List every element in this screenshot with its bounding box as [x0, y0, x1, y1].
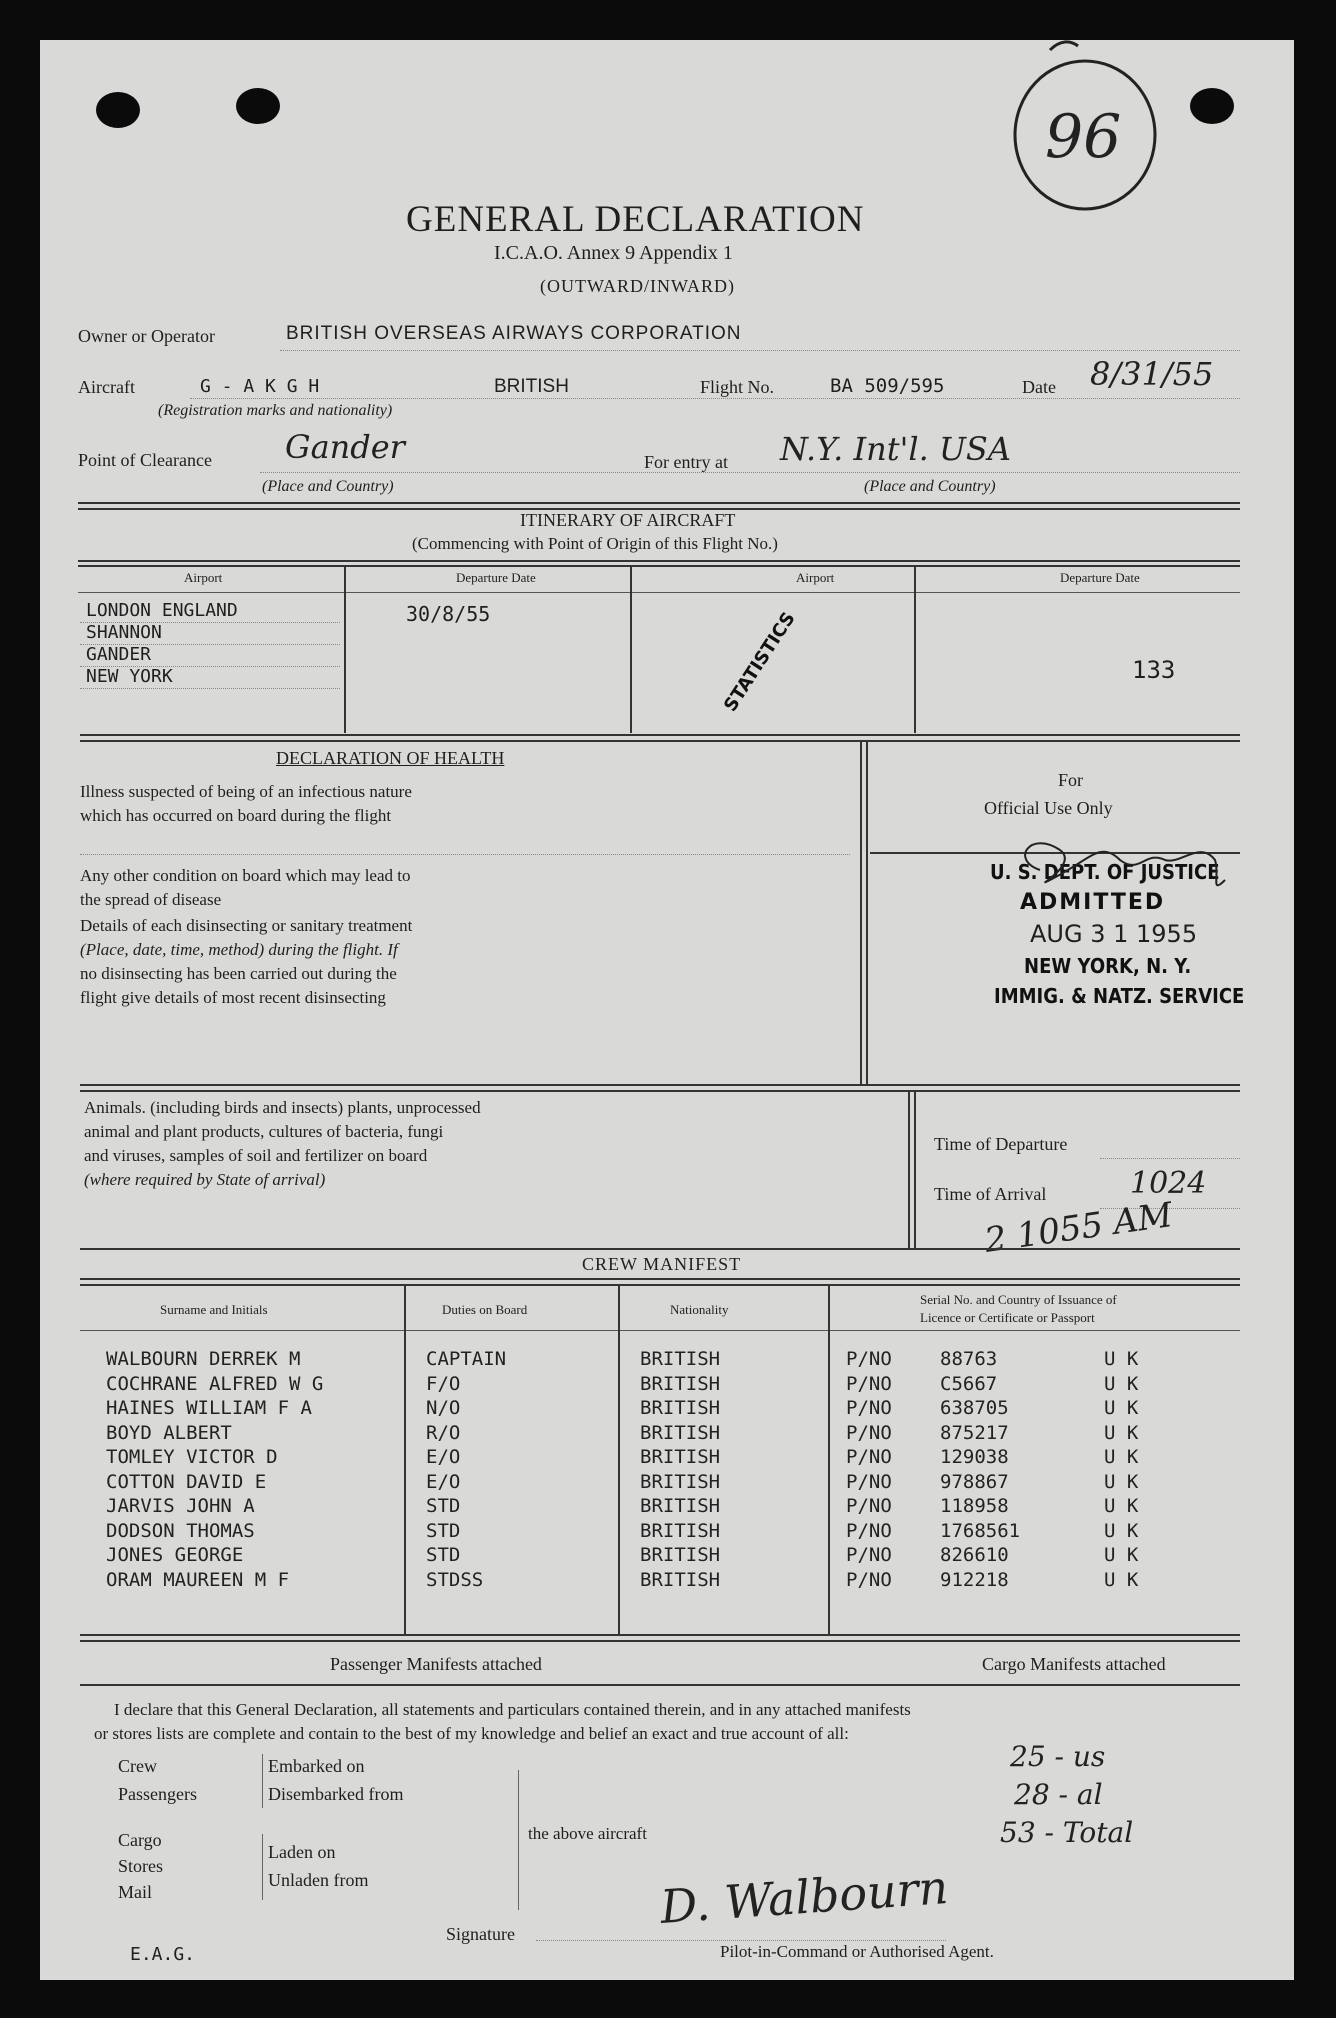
- crew-passport-prefix: P/NO: [846, 1544, 892, 1566]
- crew-country: U K: [1104, 1495, 1139, 1517]
- declaration-unladen: Unladen from: [268, 1870, 369, 1890]
- crew-header-serial-1: Serial No. and Country of Issuance of: [920, 1292, 1117, 1307]
- crew-passport-prefix: P/NO: [846, 1348, 892, 1370]
- table-row: [40, 1373, 1294, 1398]
- crew-header-name: Surname and Initials: [160, 1302, 268, 1317]
- stamp-admitted: ADMITTED: [1020, 890, 1166, 915]
- itinerary-title: ITINERARY OF AIRCRAFT: [520, 510, 736, 530]
- itinerary-airport-3: GANDER: [86, 644, 152, 665]
- official-use-label: Official Use Only: [984, 798, 1113, 818]
- passenger-manifests-label: Passenger Manifests attached: [330, 1654, 542, 1674]
- aircraft-nationality: BRITISH: [494, 376, 569, 397]
- signature-label: Signature: [446, 1924, 515, 1944]
- page-title: GENERAL DECLARATION: [406, 199, 865, 240]
- declaration-passengers: Passengers: [118, 1784, 197, 1804]
- crew-passport-number: 875217: [940, 1421, 1009, 1444]
- pilot-label: Pilot-in-Command or Authorised Agent.: [720, 1942, 994, 1961]
- crew-duty: STD: [426, 1495, 461, 1517]
- crew-name: WALBOURN DERREK M: [106, 1348, 301, 1370]
- statistics-stamp: STATISTICS: [720, 608, 800, 716]
- direction-label: (OUTWARD/INWARD): [540, 276, 735, 296]
- itinerary-header-airport-2: Airport: [796, 570, 835, 585]
- health-title: DECLARATION OF HEALTH: [276, 748, 505, 768]
- crew-passport-prefix: P/NO: [846, 1568, 892, 1591]
- crew-duty: F/O: [426, 1372, 461, 1395]
- itinerary-right-number: 133: [1132, 656, 1176, 684]
- crew-duty: E/O: [426, 1470, 461, 1493]
- crew-name: JARVIS JOHN A: [106, 1495, 255, 1517]
- table-row: [40, 1569, 1294, 1594]
- page-number: 96: [1045, 102, 1122, 172]
- crew-nationality: BRITISH: [640, 1372, 721, 1395]
- crew-passport-number: 638705: [940, 1397, 1009, 1419]
- crew-name: ORAM MAUREEN M F: [106, 1568, 290, 1591]
- crew-passport-prefix: P/NO: [846, 1495, 892, 1517]
- itinerary-header-departure-1: Departure Date: [456, 570, 536, 585]
- crew-name: HAINES WILLIAM F A: [106, 1397, 312, 1419]
- initials: E.A.G.: [130, 1944, 196, 1965]
- time-departure-label: Time of Departure: [934, 1134, 1068, 1154]
- declaration-hw-passenger-count: 28 - al: [1014, 1778, 1103, 1811]
- crew-duty: N/O: [426, 1397, 461, 1419]
- itinerary-header-airport-1: Airport: [184, 570, 223, 585]
- entry-caption: (Place and Country): [864, 478, 996, 495]
- health-q3-line2: (Place, date, time, method) during the flight. If: [80, 940, 398, 959]
- table-row: [40, 1422, 1294, 1447]
- health-q2-line1: Any other condition on board which may lead to: [80, 866, 411, 885]
- table-row: [40, 1446, 1294, 1471]
- stamp-service: IMMIG. & NATZ. SERVICE: [994, 984, 1245, 1008]
- flight-label: Flight No.: [700, 377, 775, 397]
- crew-duty: E/O: [426, 1446, 461, 1468]
- crew-duty: R/O: [426, 1421, 461, 1444]
- table-row: [40, 1348, 1294, 1373]
- entry-value: N.Y. Int'l. USA: [780, 430, 1011, 468]
- time-arrival-label: Time of Arrival: [934, 1184, 1047, 1204]
- table-row: [40, 1544, 1294, 1569]
- crew-nationality: BRITISH: [640, 1568, 721, 1591]
- punch-hole-center-left: [236, 88, 280, 124]
- declaration-disembarked: Disembarked from: [268, 1784, 404, 1804]
- crew-header-serial-2: Licence or Certificate or Passport: [920, 1310, 1095, 1325]
- clearance-label: Point of Clearance: [78, 450, 212, 470]
- crew-name: TOMLEY VICTOR D: [106, 1446, 278, 1468]
- crew-nationality: BRITISH: [640, 1519, 721, 1542]
- crew-country: U K: [1104, 1446, 1139, 1468]
- declaration-line1: I declare that this General Declaration, all statements and particulars contained therein, and in any attached manifests: [114, 1700, 911, 1719]
- animals-line2: animal and plant products, cultures of bacteria, fungi: [84, 1122, 444, 1141]
- stamp-date: AUG 3 1 1955: [1030, 920, 1198, 948]
- crew-passport-number: 912218: [940, 1568, 1009, 1591]
- crew-nationality: BRITISH: [640, 1544, 721, 1566]
- animals-line3: and viruses, samples of soil and fertilizer on board: [84, 1146, 428, 1165]
- crew-nationality: BRITISH: [640, 1397, 721, 1419]
- aircraft-registration: G - A K G H: [200, 376, 320, 397]
- declaration-crew: Crew: [118, 1756, 157, 1776]
- crew-name: JONES GEORGE: [106, 1544, 244, 1566]
- crew-passport-prefix: P/NO: [846, 1421, 892, 1444]
- health-q3-line1: Details of each disinsecting or sanitary treatment: [80, 916, 413, 935]
- date-label: Date: [1022, 377, 1056, 397]
- date-value: 8/31/55: [1090, 355, 1214, 393]
- crew-nationality: BRITISH: [640, 1421, 721, 1444]
- crew-name: COTTON DAVID E: [106, 1470, 267, 1493]
- crew-passport-number: 978867: [940, 1470, 1009, 1493]
- crew-country: U K: [1104, 1421, 1139, 1444]
- crew-passport-number: 129038: [940, 1446, 1009, 1468]
- crew-duty: STD: [426, 1519, 461, 1542]
- crew-nationality: BRITISH: [640, 1495, 721, 1517]
- health-q2-line2: the spread of disease: [80, 890, 222, 909]
- declaration-hw-crew-count: 25 - us: [1010, 1740, 1106, 1773]
- table-row: [40, 1471, 1294, 1496]
- crew-passport-number: 1768561: [940, 1519, 1021, 1542]
- crew-passport-number: 826610: [940, 1544, 1009, 1566]
- owner-value: BRITISH OVERSEAS AIRWAYS CORPORATION: [286, 323, 742, 344]
- punch-hole-right: [1190, 88, 1234, 124]
- crew-country: U K: [1104, 1470, 1139, 1493]
- general-declaration-sheet: [40, 40, 1294, 1980]
- crew-passport-prefix: P/NO: [846, 1470, 892, 1493]
- flight-value: BA 509/595: [830, 375, 945, 397]
- declaration-hw-total: 53 - Total: [1000, 1816, 1134, 1849]
- health-q1-line1: Illness suspected of being of an infectious nature: [80, 782, 412, 801]
- clearance-caption: (Place and Country): [262, 478, 394, 495]
- crew-name: DODSON THOMAS: [106, 1519, 255, 1542]
- crew-country: U K: [1104, 1519, 1139, 1542]
- crew-header-duty: Duties on Board: [442, 1302, 528, 1317]
- declaration-above-aircraft: the above aircraft: [528, 1824, 647, 1843]
- punch-hole-left: [96, 92, 140, 128]
- declaration-stores: Stores: [118, 1856, 163, 1876]
- declaration-embarked: Embarked on: [268, 1756, 365, 1776]
- crew-country: U K: [1104, 1397, 1139, 1419]
- aircraft-caption: (Registration marks and nationality): [158, 402, 393, 419]
- entry-label: For entry at: [644, 452, 728, 472]
- crew-title: CREW MANIFEST: [582, 1254, 742, 1274]
- clearance-value: Gander: [285, 428, 405, 466]
- crew-passport-prefix: P/NO: [846, 1372, 892, 1395]
- itinerary-airport-1: LONDON ENGLAND: [86, 600, 238, 621]
- animals-line1: Animals. (including birds and insects) plants, unprocessed: [84, 1098, 481, 1117]
- crew-passport-prefix: P/NO: [846, 1446, 892, 1468]
- owner-label: Owner or Operator: [78, 326, 215, 346]
- stamp-dept-justice: U. S. DEPT. OF JUSTICE: [990, 860, 1220, 884]
- crew-duty: STDSS: [426, 1568, 484, 1591]
- official-signature: [970, 820, 1250, 910]
- table-row: [40, 1397, 1294, 1422]
- crew-nationality: BRITISH: [640, 1470, 721, 1493]
- aircraft-label: Aircraft: [78, 377, 135, 397]
- crew-duty: CAPTAIN: [426, 1348, 507, 1370]
- crew-nationality: BRITISH: [640, 1446, 721, 1468]
- crew-nationality: BRITISH: [640, 1348, 721, 1370]
- crew-passport-number: 88763: [940, 1348, 998, 1370]
- time-arrival-note: 2 1055 AM: [982, 1195, 1176, 1261]
- itinerary-airport-4: NEW YORK: [86, 666, 173, 687]
- itinerary-departure-date: 30/8/55: [406, 602, 491, 626]
- crew-country: U K: [1104, 1544, 1139, 1566]
- time-arrival-value: 1024: [1130, 1166, 1207, 1201]
- declaration-mail: Mail: [118, 1882, 152, 1902]
- itinerary-airport-2: SHANNON: [86, 622, 162, 643]
- health-q1-line2: which has occurred on board during the flight: [80, 806, 392, 825]
- crew-country: U K: [1104, 1372, 1139, 1395]
- crew-name: COCHRANE ALFRED W G: [106, 1372, 324, 1395]
- health-q3-line4: flight give details of most recent disinsecting: [80, 988, 386, 1007]
- declaration-cargo: Cargo: [118, 1830, 162, 1850]
- crew-passport-prefix: P/NO: [846, 1519, 892, 1542]
- crew-header-nationality: Nationality: [670, 1302, 729, 1317]
- itinerary-subtitle: (Commencing with Point of Origin of this Flight No.): [412, 534, 778, 553]
- crew-country: U K: [1104, 1568, 1139, 1591]
- pilot-signature: D. Walbourn: [658, 1860, 950, 1934]
- page-subtitle: I.C.A.O. Annex 9 Appendix 1: [494, 242, 733, 264]
- crew-name: BOYD ALBERT: [106, 1421, 232, 1444]
- crew-passport-prefix: P/NO: [846, 1397, 892, 1419]
- table-row: [40, 1520, 1294, 1545]
- crew-passport-number: 118958: [940, 1495, 1009, 1517]
- stamp-location: NEW YORK, N. Y.: [1024, 954, 1192, 978]
- declaration-line2: or stores lists are complete and contain to the best of my knowledge and belief an exact and true account of all:: [94, 1724, 849, 1743]
- official-use-for: For: [1058, 770, 1084, 790]
- health-q3-line3: no disinsecting has been carried out during the: [80, 964, 397, 983]
- table-row: [40, 1495, 1294, 1520]
- crew-duty: STD: [426, 1544, 461, 1566]
- declaration-laden: Laden on: [268, 1842, 336, 1862]
- crew-country: U K: [1104, 1348, 1139, 1370]
- crew-passport-number: C5667: [940, 1372, 998, 1395]
- animals-line4: (where required by State of arrival): [84, 1170, 326, 1189]
- cargo-manifests-label: Cargo Manifests attached: [982, 1654, 1166, 1674]
- itinerary-header-departure-2: Departure Date: [1060, 570, 1140, 585]
